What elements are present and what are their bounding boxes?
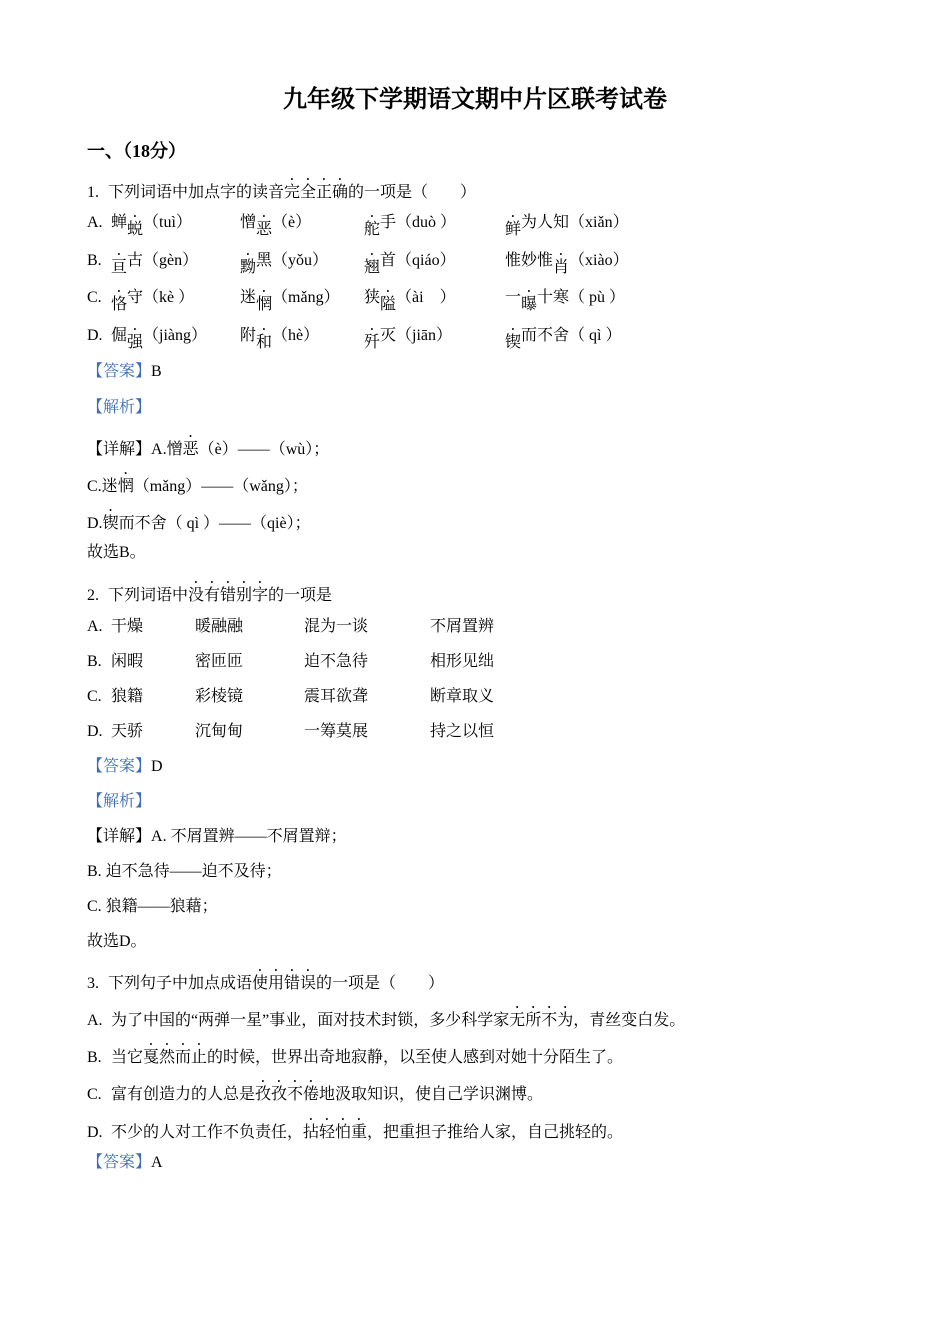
option-text: 地汲取知识，使自己学识渊博。	[319, 1086, 544, 1103]
detail-tag: 【详解】	[87, 441, 152, 458]
emphasized-char: 鲜	[505, 221, 522, 238]
option-item: 震耳欲聋	[304, 688, 369, 705]
emphasized-text: 完全正确	[284, 184, 349, 201]
option-item: 断章取义	[430, 688, 495, 705]
option-item: 干燥	[111, 618, 144, 635]
option-item: 混为一谈	[304, 618, 369, 635]
option-label: D.	[87, 723, 103, 740]
question-3-answer	[87, 1152, 907, 1174]
answer-tag: 【答案】	[87, 758, 152, 775]
item-text: 蝉	[111, 214, 128, 231]
question-1-option-a	[87, 212, 907, 238]
item-text: （xiào）	[569, 252, 629, 269]
emphasized-char: 蜕	[127, 221, 144, 238]
item-text: 一	[505, 289, 522, 306]
item-text: （jiàng）	[143, 327, 208, 344]
item-text: （tuì）	[143, 214, 192, 231]
option-label: C.	[87, 289, 102, 306]
stem-text: 下列词语中加点字的读音	[108, 184, 285, 201]
option-item	[364, 212, 456, 241]
option-text: 的时候，世界出奇地寂静，以至使人感到对她十分陌生了。	[207, 1049, 624, 1066]
item-text: 惟妙惟	[505, 252, 554, 269]
detail-text: A.憎	[151, 441, 183, 458]
option-label: D.	[87, 1124, 103, 1141]
option-label: C.	[87, 1086, 102, 1103]
detail-text: （mǎng）——（wǎng）；	[133, 478, 308, 495]
answer-value: D	[151, 758, 163, 775]
emphasized-idiom: 戛然而止	[143, 1049, 208, 1066]
analysis-tag: 【解析】	[87, 793, 152, 810]
option-item	[364, 325, 452, 354]
detail-text: 而不舍（ qì ）——（qiè）；	[118, 515, 311, 532]
option-label: B.	[87, 252, 102, 269]
detail-text: D.	[87, 515, 103, 532]
question-3-option-d	[87, 1115, 907, 1141]
emphasized-char: 隘	[380, 296, 397, 313]
item-text: （è）	[272, 214, 312, 231]
option-item	[111, 250, 198, 279]
stem-text: 的一项是（ ）	[348, 184, 477, 201]
question-number: 3.	[87, 975, 99, 992]
detail-text: A. 不屑置辨——不屑置辩；	[151, 828, 347, 845]
exam-title: 九年级下学期语文期中片区联考试卷	[283, 87, 667, 113]
option-label: A.	[87, 618, 103, 635]
question-1-option-d	[87, 325, 907, 351]
option-item: 密匝匝	[195, 653, 244, 670]
detail-text: B. 迫不急待——迫不及待；	[87, 863, 282, 880]
stem-text: 的一项是	[268, 587, 333, 604]
option-item: 天骄	[111, 723, 144, 740]
option-text: 不少的人对工作不负责任，	[111, 1124, 304, 1141]
answer-value: B	[151, 363, 162, 380]
emphasized-char: 强	[127, 334, 144, 351]
question-3-stem	[87, 966, 907, 992]
question-1-stem	[87, 175, 907, 201]
question-2-option-a	[87, 616, 907, 638]
emphasized-char: 黝	[240, 259, 257, 276]
option-item	[505, 325, 621, 354]
emphasized-char: 锲	[102, 515, 119, 532]
option-item: 彩棱镜	[195, 688, 244, 705]
option-item	[505, 287, 625, 316]
option-item: 闲暇	[111, 653, 144, 670]
option-item	[111, 325, 207, 354]
emphasized-idiom: 孜孜不倦	[255, 1086, 320, 1103]
option-item	[505, 212, 629, 241]
stem-text: 的一项是（ ）	[316, 975, 445, 992]
question-1-conclusion: 故选B。	[87, 544, 146, 561]
item-text: 守（kè ）	[127, 289, 195, 306]
option-text: 为了中国的“两弹一星”事业，面对技术封锁，多少科学家	[111, 1012, 510, 1029]
detail-text: C.迷	[87, 478, 118, 495]
question-2-answer	[87, 756, 907, 778]
option-item: 沉甸甸	[195, 723, 244, 740]
question-2-detail-a	[87, 826, 907, 848]
question-number: 2.	[87, 587, 99, 604]
emphasized-char: 锲	[505, 334, 522, 351]
item-text: 首（qiáo）	[380, 252, 456, 269]
analysis-tag: 【解析】	[87, 399, 152, 416]
option-item: 迫不急待	[304, 653, 369, 670]
stem-text: 下列词语中	[108, 587, 189, 604]
item-text: 而不舍（ qì ）	[521, 327, 622, 344]
emphasized-char: 舵	[364, 221, 381, 238]
option-item: 暖融融	[195, 618, 244, 635]
detail-text: C. 狼籍——狼藉；	[87, 898, 218, 915]
option-text: ，青丝变白发。	[573, 1012, 686, 1029]
answer-tag: 【答案】	[87, 363, 152, 380]
item-text: （mǎng）	[272, 289, 340, 306]
option-item	[364, 287, 456, 316]
item-text: 为人知（xiǎn）	[521, 214, 629, 231]
emphasized-text: 使用错误	[252, 975, 317, 992]
option-label: A.	[87, 1012, 103, 1029]
question-2-option-d	[87, 721, 907, 743]
answer-value: A	[151, 1154, 163, 1171]
question-1-option-c	[87, 287, 907, 313]
item-text: 手（duò ）	[380, 214, 457, 231]
item-text: 黑（yǒu）	[256, 252, 329, 269]
emphasized-idiom: 拈轻怕重	[303, 1124, 368, 1141]
question-3-option-c	[87, 1077, 907, 1103]
option-item: 不屑置辨	[430, 618, 495, 635]
emphasized-char: 歼	[364, 334, 381, 351]
section-heading: 一、（18分）	[87, 141, 186, 161]
option-item: 狼籍	[111, 688, 144, 705]
option-label: D.	[87, 327, 103, 344]
item-text: 迷	[240, 289, 257, 306]
option-item	[364, 250, 456, 279]
option-item	[240, 250, 328, 279]
question-3-option-b	[87, 1040, 907, 1066]
question-2-analysis	[87, 791, 907, 813]
answer-tag: 【答案】	[87, 1154, 152, 1171]
question-2-stem	[87, 578, 907, 604]
question-1-detail-c	[87, 469, 907, 495]
emphasized-char: 恪	[111, 296, 128, 313]
item-text: 倔	[111, 327, 128, 344]
question-2-detail-b	[87, 861, 907, 883]
emphasized-char: 和	[256, 334, 273, 351]
emphasized-char: 恶	[182, 441, 199, 458]
question-2-detail-c	[87, 896, 907, 918]
question-3-option-a	[87, 1003, 907, 1029]
option-label: C.	[87, 688, 102, 705]
option-item: 相形见绌	[430, 653, 495, 670]
option-text: 富有创造力的人总是	[111, 1086, 256, 1103]
stem-text: 下列句子中加点成语	[108, 975, 253, 992]
item-text: 灭（jiān）	[380, 327, 453, 344]
option-item	[240, 212, 311, 241]
question-2-conclusion: 故选D。	[87, 933, 147, 950]
item-text: 十寒（ pù ）	[537, 289, 626, 306]
item-text: 憎	[240, 214, 257, 231]
question-1-analysis	[87, 397, 907, 419]
option-label: B.	[87, 653, 102, 670]
question-1-detail-a	[87, 432, 907, 458]
option-item	[111, 287, 194, 316]
emphasized-text: 没有错别字	[188, 587, 269, 604]
emphasized-char: 恶	[256, 221, 273, 238]
emphasized-char: 亘	[111, 259, 128, 276]
emphasized-char: 曝	[521, 296, 538, 313]
option-item	[240, 325, 319, 354]
emphasized-char: 惘	[117, 478, 134, 495]
option-text: ，把重担子推给人家，自己挑轻的。	[367, 1124, 624, 1141]
question-1-detail-d	[87, 506, 907, 532]
emphasized-char: 翘	[364, 259, 381, 276]
item-text: （hè）	[272, 327, 320, 344]
item-text: 狭	[364, 289, 381, 306]
question-1-answer	[87, 361, 907, 383]
option-label: B.	[87, 1049, 102, 1066]
question-1-option-b	[87, 250, 907, 276]
option-item	[240, 287, 340, 316]
detail-text: （è）——（wù）；	[198, 441, 330, 458]
emphasized-char: 惘	[256, 296, 273, 313]
item-text: 古（gèn）	[127, 252, 199, 269]
option-item: 一筹莫展	[304, 723, 369, 740]
question-2-option-b	[87, 651, 907, 673]
option-item: 持之以恒	[430, 723, 495, 740]
option-item	[111, 212, 192, 241]
question-2-option-c	[87, 686, 907, 708]
option-label: A.	[87, 214, 103, 231]
option-text: 当它	[111, 1049, 144, 1066]
option-item	[505, 250, 629, 279]
emphasized-char: 肖	[553, 259, 570, 276]
emphasized-idiom: 无所不为	[509, 1012, 574, 1029]
item-text: （ài ）	[396, 289, 456, 306]
item-text: 附	[240, 327, 257, 344]
detail-tag: 【详解】	[87, 828, 152, 845]
question-number: 1.	[87, 184, 99, 201]
